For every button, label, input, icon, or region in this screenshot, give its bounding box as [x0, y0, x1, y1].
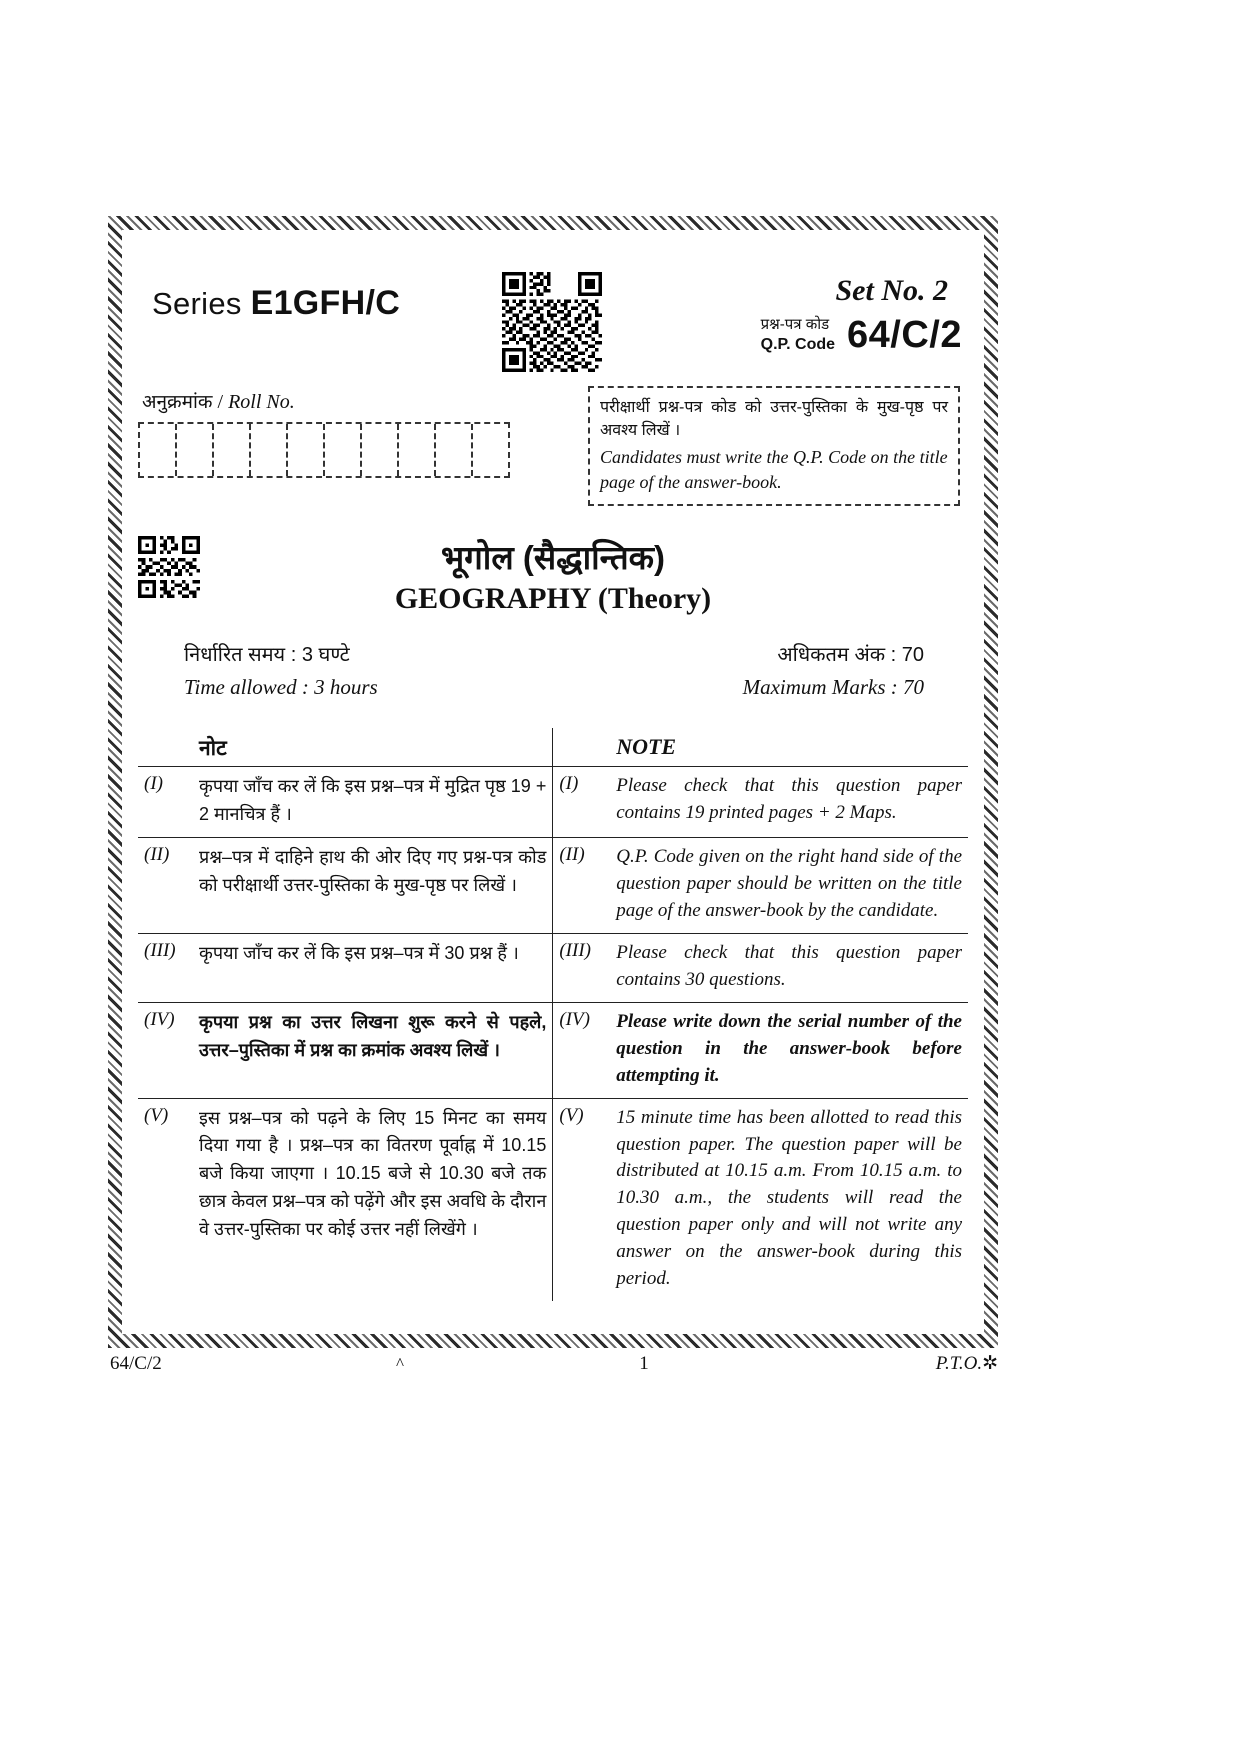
maximum-marks-hindi: अधिकतम अंक : 70	[777, 644, 924, 666]
instruction-text-english: Please check that this question paper contains 30 questions.	[610, 933, 968, 1002]
footer-pto	[798, 1352, 998, 1375]
qp-code-labels	[761, 316, 835, 355]
instruction-num-english: (II)	[553, 837, 610, 933]
qp-code-label-english: Q.P. Code	[760, 335, 836, 353]
roll-no-cell[interactable]	[251, 424, 288, 476]
roll-no-cell[interactable]	[288, 424, 325, 476]
note-header-english: NOTE	[616, 734, 677, 759]
roll-no-cell[interactable]	[214, 424, 251, 476]
instruction-num-hindi: (III)	[138, 933, 193, 1002]
page-footer	[110, 1352, 998, 1375]
instruction-num-hindi: (V)	[144, 1104, 169, 1126]
footer-page-number: 1	[639, 1353, 649, 1374]
series-code: E1GFH/C	[250, 284, 401, 322]
maximum-marks-english: Maximum Marks : 70	[742, 675, 924, 699]
page-content	[128, 236, 978, 1328]
instruction-num-hindi: (IV)	[138, 1002, 193, 1098]
roll-no-label	[142, 388, 295, 414]
roll-no-input[interactable]	[138, 422, 510, 478]
instruction-row	[138, 933, 968, 1002]
candidate-instruction-english: Candidates must write the Q.P. Code on the title page of the answer-book.	[600, 447, 948, 492]
instruction-text-english: Q.P. Code given on the right hand side of the question paper should be written on the title page of the answer-book by the candidate.	[610, 837, 968, 933]
roll-no-cell[interactable]	[177, 424, 214, 476]
time-allowed-hindi: निर्धारित समय : 3 घण्टे	[184, 644, 350, 666]
subject-title-hindi: भूगोल (सैद्धान्तिक)	[441, 539, 665, 576]
instruction-num-english: (IV)	[553, 1002, 610, 1098]
subject-title-english: GEOGRAPHY (Theory)	[394, 582, 712, 615]
roll-no-cell[interactable]	[325, 424, 362, 476]
instruction-text-english: Please check that this question paper contains 19 printed pages + 2 Maps.	[610, 767, 968, 838]
qp-code-label-hindi: प्रश्न-पत्र कोड	[760, 316, 830, 334]
qr-code-icon	[502, 272, 602, 372]
roll-no-label-separator: /	[217, 391, 224, 413]
roll-no-label-english: Roll No.	[228, 391, 295, 413]
instruction-text-english: 15 minute time has been allotted to read this question paper. The question paper will be distributed at 10.15 a.m. From 10.15 a.m. to 10.30 a.m., the students will read the question paper only and will not write any answer on the answer-book during this period.	[616, 1106, 962, 1290]
header-num-hindi	[138, 728, 193, 767]
instruction-num-hindi: (II)	[138, 837, 193, 933]
roll-no-label-hindi: अनुक्रमांक	[142, 392, 213, 413]
roll-no-cell[interactable]	[473, 424, 508, 476]
header-row	[142, 260, 962, 370]
instruction-text-hindi: कृपया जाँच कर लें कि इस प्रश्न–पत्र में 30 प्रश्न हैं ।	[193, 933, 553, 1002]
qr-code-main-svg	[502, 272, 602, 372]
qp-code-value: 64/C/2	[847, 314, 962, 356]
footer-paper-code: 64/C/2	[110, 1353, 162, 1374]
qp-code-block	[672, 274, 962, 357]
roll-no-cell[interactable]	[436, 424, 473, 476]
instruction-text-hindi: कृपया प्रश्न का उत्तर लिखना शुरू करने से पहले, उत्तर–पुस्तिका में प्रश्न का क्रमांक अवश्य लिखें ।	[193, 1002, 553, 1098]
instruction-num-english: (III)	[553, 933, 610, 1002]
instruction-row	[138, 767, 968, 838]
footer-star-icon: ✲	[982, 1353, 998, 1374]
series-label-group	[152, 284, 400, 323]
instruction-num-english: (I)	[553, 767, 610, 838]
instruction-text-hindi: प्रश्न–पत्र में दाहिने हाथ की ओर दिए गए प्रश्न-पत्र कोड को परीक्षार्थी उत्तर-पुस्तिका के मुख-पृष्ठ पर लिखें ।	[193, 837, 553, 933]
header-num-english	[553, 728, 610, 767]
candidate-instruction-hindi: परीक्षार्थी प्रश्न-पत्र कोड को उत्तर-पुस्तिका के मुख-पृष्ठ पर अवश्य लिखें ।	[600, 399, 948, 440]
instruction-num-english: (V)	[553, 1098, 610, 1301]
roll-no-cell[interactable]	[362, 424, 399, 476]
instruction-row	[138, 837, 968, 933]
time-allowed-english: Time allowed : 3 hours	[184, 675, 378, 699]
note-header-hindi: नोट	[199, 737, 227, 760]
instruction-row	[138, 1098, 968, 1301]
instruction-num-hindi: (I)	[138, 767, 193, 838]
exam-info	[184, 640, 924, 708]
instructions-table	[138, 728, 968, 1301]
series-label: Series	[152, 286, 242, 321]
footer-caret-mark: ^	[396, 1354, 404, 1373]
roll-no-cell[interactable]	[399, 424, 436, 476]
footer-pto-text: P.T.O.	[935, 1353, 983, 1374]
instructions-header-row	[138, 728, 968, 767]
instruction-text-hindi: इस प्रश्न–पत्र को पढ़ने के लिए 15 मिनट का समय दिया गया है । प्रश्न–पत्र का वितरण पूर्वाह्न में 10.15 बजे किया जाएगा । 10.15 बजे से 10.30 बजे तक छात्र केवल प्रश्न–पत्र को पढ़ेंगे और इस अवधि के दौरान वे उत्तर-पुस्तिका पर कोई उत्तर नहीं लिखेंगे ।	[199, 1107, 547, 1240]
set-number: Set No. 2	[835, 274, 948, 307]
instruction-text-english: Please write down the serial number of the question in the answer-book before attempting it.	[610, 1002, 968, 1098]
instruction-text-hindi: कृपया जाँच कर लें कि इस प्रश्न–पत्र में मुद्रित पृष्ठ 19 + 2 मानचित्र हैं ।	[193, 767, 553, 838]
candidate-instruction-box	[588, 386, 960, 506]
instruction-row	[138, 1002, 968, 1098]
roll-no-cell[interactable]	[140, 424, 177, 476]
